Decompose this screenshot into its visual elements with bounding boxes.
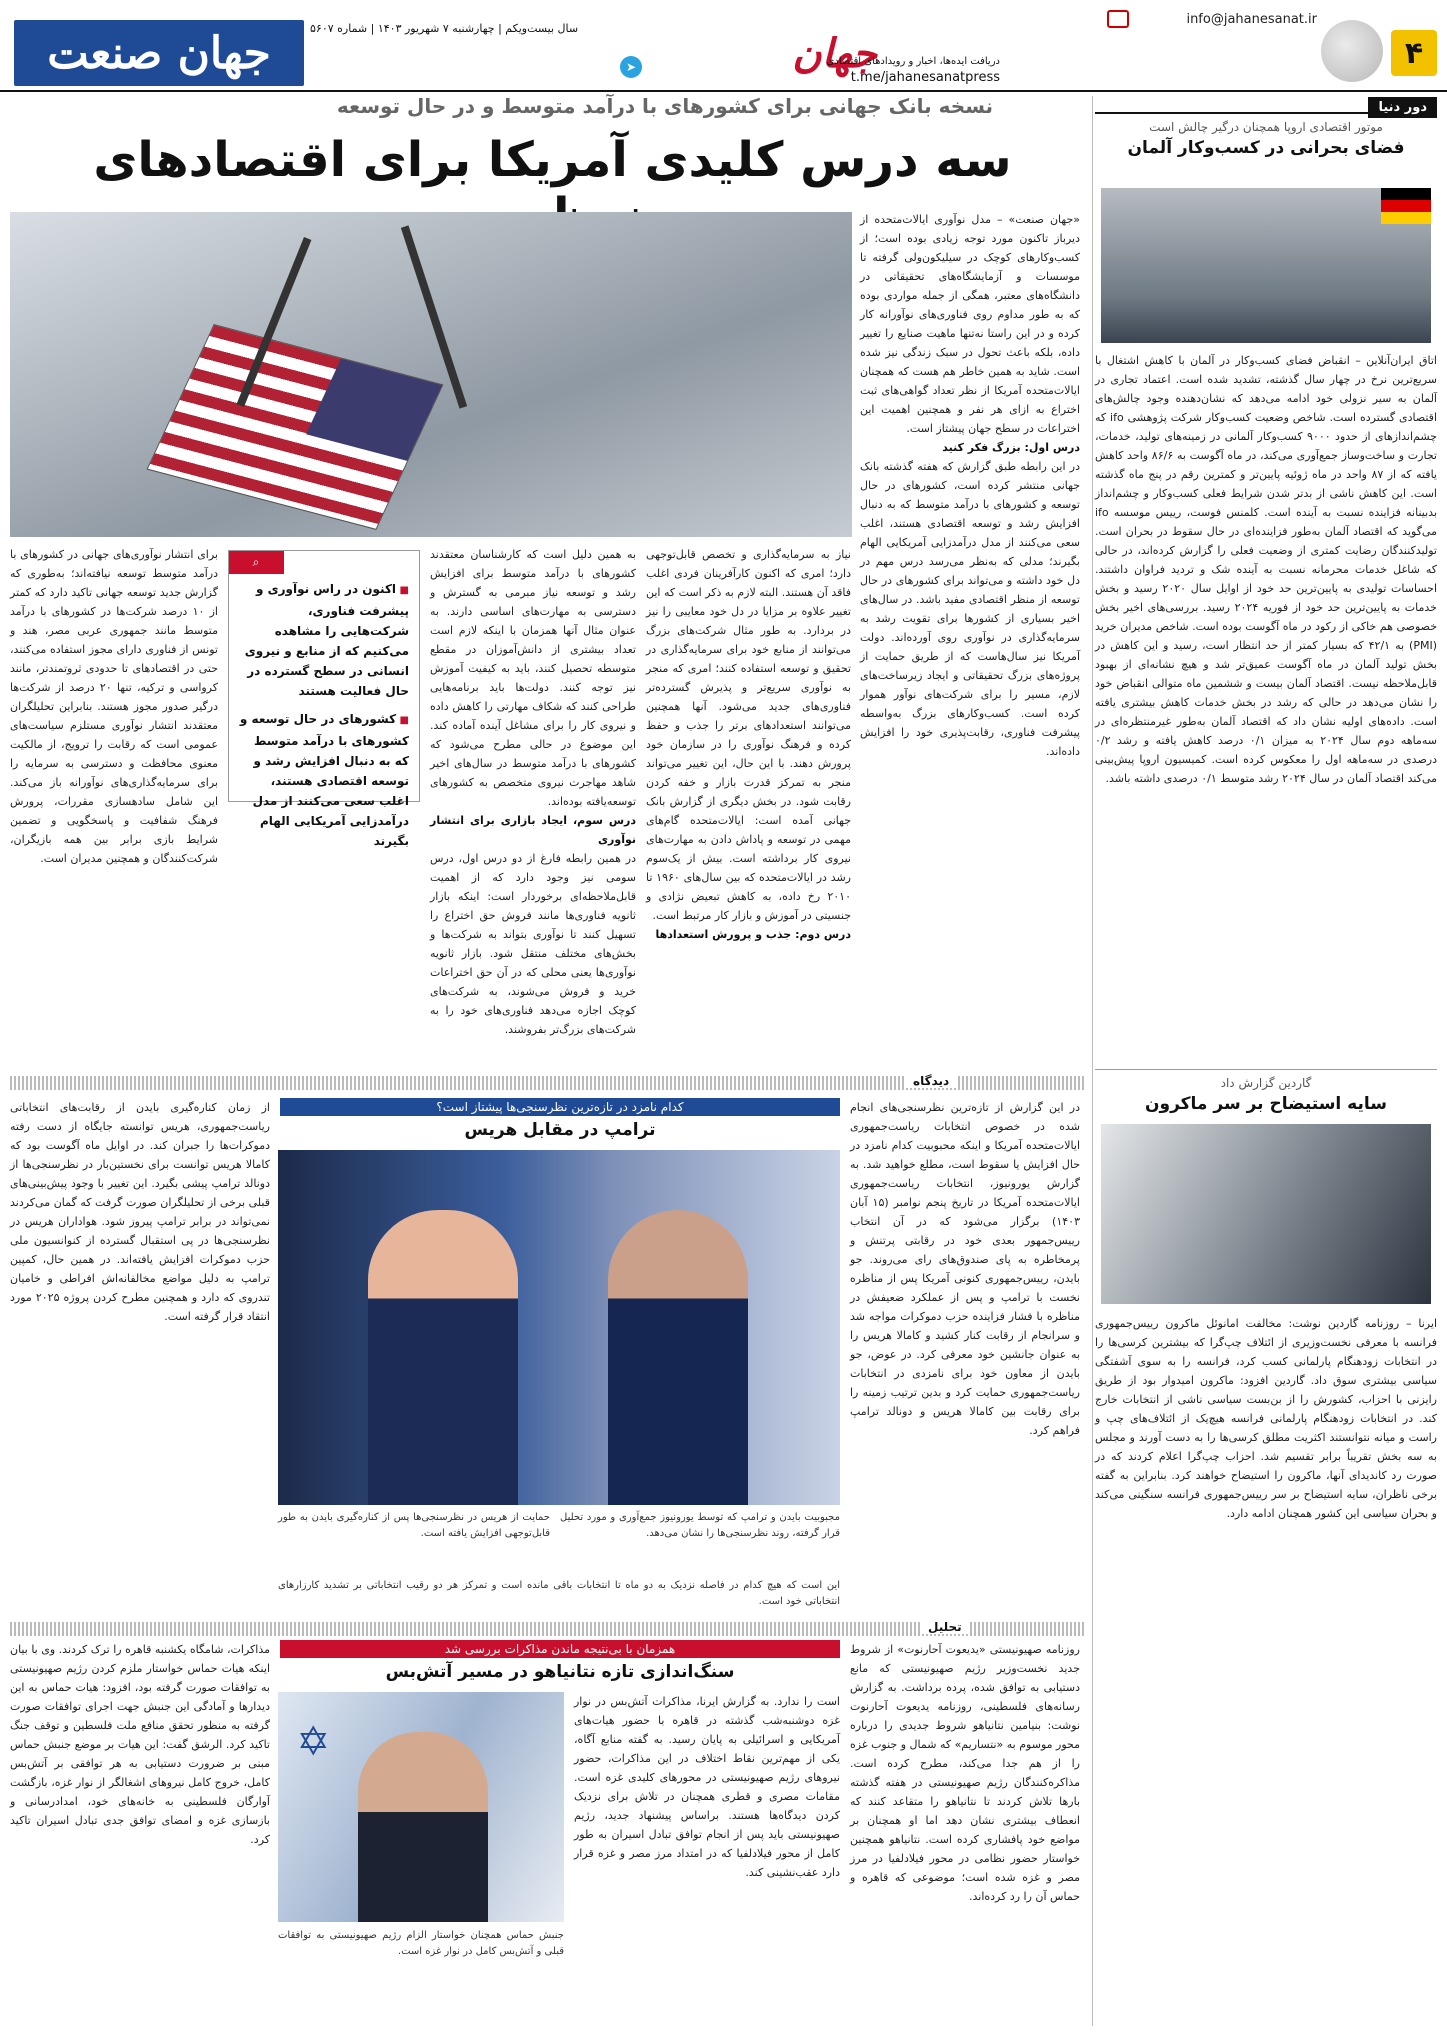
us-flag-chip [147, 324, 444, 530]
harris-figure [608, 1210, 748, 1505]
article-subtitle: گاردین گزارش داد [1220, 1076, 1312, 1090]
article-body: اتاق ایران‌آنلاین – انقباض فضای کسب‌وکار در آلمان با کاهش اشتغال با سریع‌ترین نرخ در چهار سال گذشته، تشدید شده است. اعتماد تجاری در آلمان به سیر نزولی خود ادامه می‌دهد که نشان‌دهنده وجود چالش‌های اقتصادی گسترده است. شاخص وضعیت کسب‌وکار شرکت پژوهشی ifo که چشم‌اندازهای از حدود ۹۰۰۰ کسب‌وکار آلمانی در زمینه‌های تولید، خدمات، تجارت و ساخت‌وساز جمع‌آوری می‌کند، در ماه آگوست به ۸۶/۶ واحد کاهش یافته که از ۸۷ واحد در ماه ژوئیه پایین‌تر و کمترین رقم در پنج ماه گذشته است. این کاهش ناشی از بدتر شدن شرایط فعلی کسب‌وکار و چشم‌انداز بدبینانه فزاینده نسبت به آینده است. کلمنس فوست، رییس موسسه ifo می‌گوید که اقتصاد آلمان به‌طور فزاینده‌ای در حال سقوط در بحران است. تولیدکنندگان رضایت کمتری از وضعیت فعلی را گزارش کرده‌اند، در حالی که شاغل خدمات محرمانه نسبت به آینده شک و تردید فراوان داشتند. احساسات تولیدی به پایین‌ترین حد خود از اوایل سال ۲۰۲۰ رسید و بخش خدمات به پایین‌ترین حد خود از فوریه ۲۰۲۴ رسید. بررسی‌های اخیر بخش خصوصی هم خاکی از رکود در ماه آگوست بوده است. شاخص مدیران خرید (PMI) به ۴۲/۱ که بسیار کمتر از حد انتظار است، رسید و این کاهش در بخش تولید آلمان در ماه آگوست عمیق‌تر شد و هیچ نشانه‌ای از بهبود قابل‌ملاحظه نیست. اقتصاد آلمان بیست و ششمین ماه متوالی انقباض خود را نشان می‌دهد در حالی که رشد در بخش خدمات کاهش بیشتری یافته است. داده‌های اولیه نشان داد که اقتصاد آلمان به‌طور غیرمنتظره‌ای در سه‌ماهه دوم سال ۲۰۲۴ به میزان ۰/۱ درصد کاهش یافته و رشد ۰/۲ درصدی در سه‌ماهه اول را معکوس کرده است. کمیسیون اروپا پیش‌بینی می‌کند اقتصاد آلمان در سال ۲۰۲۴ رشد متوسط ۰/۱ درصدی داشته باشد. [1095, 354, 1437, 785]
article-kicker: همزمان با بی‌نتیجه ماندن مذاکرات بررسی شد [280, 1640, 840, 1658]
section-heading: درس دوم: جذب و پرورش استعدادها [655, 928, 851, 941]
netanyahu-photo [278, 1692, 564, 1922]
column-kicker: دور دنیا [1368, 97, 1437, 118]
telegram-text: دریافت ایده‌ها، اخبار و رویدادهای اقتصادی [826, 56, 1000, 67]
trump-figure [368, 1210, 518, 1505]
envelope-icon [1107, 10, 1129, 28]
search-icon: ⌕ [228, 550, 284, 574]
chip-flag-photo [10, 212, 852, 537]
article-headline: ترامپ در مقابل هریس [464, 1120, 656, 1140]
german-flag-photo [1101, 188, 1431, 343]
body-text: به همین دلیل است که کارشناسان معتقدند کشورهای با درآمد متوسط برای افزایش رشد و توسعه نیاز مبرمی به گسترش و دسترسی به مهارت‌های اساسی دارند. به عنوان مثال آنها همزمان با اینکه لازم است تعداد بیشتری از دانش‌آموزان در مقطع متوسطه تحصیل کنند، باید به کیفیت آموزش نیز توجه کنند. دولت‌ها باید برنامه‌هایی طراحی کنند که شکاف مهارتی را کاهش داده و نیروی کار را برای مشاغل آینده آماده کند. این موضوع در حالی مطرح می‌شود که کشورهای با درآمد متوسط در سال‌های اخیر شاهد مهاجرت نیروی متخصص به کشورهای توسعه‌یافته بوده‌اند. [430, 548, 636, 808]
pull-quote: ■ اکنون در راس نوآوری و پیشرفت فناوری، شرکت‌هایی را مشاهده می‌کنیم که از منابع و نیروی انسانی در سطح گسترده در حال فعالیت هستند [239, 579, 409, 701]
telegram-icon[interactable]: ➤ [620, 56, 642, 78]
body-text: نیاز به سرمایه‌گذاری و تخصص قابل‌توجهی دارد؛ امری که اکنون کارآفرینان فردی اغلب فاقد آن هستند. البته لازم به ذکر است که این تغییر علاوه بر مزایا در دل خود معایبی را نیز در بردارد. به طور مثال شرکت‌های بزرگ می‌توانند از منابع خود برای سرمایه‌گذاری در تحقیق و توسعه استفاده کنند؛ امری که منجر به نوآوری سریع‌تر و پذیرش گسترده‌تر فناوری‌های جدید می‌شود. آنها همچنین می‌توانند استعدادهای برتر را جذب و حفظ کرده و فرهنگ نوآوری را در سازمان خود پرورش دهند. با این حال، این تغییر می‌تواند منجر به تمرکز قدرت بازار و خفه کردن رقابت شود. در بخش دیگری از گزارش بانک جهانی آمده است: ایالات‌متحده گام‌های مهمی در توسعه و پاداش دادن به مهارت‌های نیروی کار برداشته است. بیش از یک‌سوم رشد در ایالات‌متحده که بین سال‌های ۱۹۶۰ تا ۲۰۱۰ رخ داده، به کاهش تبعیض نژادی و جنسیتی در آموزش و بازار کار مرتبط است. [646, 548, 851, 922]
article-headline: سنگ‌اندازی تازه نتانیاهو در مسیر آتش‌بس [385, 1662, 735, 1682]
netanyahu-figure [358, 1732, 488, 1922]
main-column [10, 545, 218, 1025]
trump-harris-photo [278, 1150, 840, 1505]
page-number: ۴ [1391, 30, 1437, 76]
right-column [1095, 96, 1437, 2031]
photo-caption: حمایت از هریس در نظرسنجی‌ها پس از کناره‌گیری بایدن به طور قابل‌توجهی افزایش یافته است. [278, 1512, 550, 1539]
article-body: روزنامه صهیونیستی «یدیعوت آحارنوت» از شروط جدید نخست‌وزیر رژیم صهیونیستی که مانع دستیابی به توافق شده، پرده برداشت. به گزارش رسانه‌های فلسطینی، روزنامه یدیعوت آحارنوت نوشت: بنیامین نتانیاهو شروط جدیدی را درباره محور موسوم به «نتساریم» که شمال و جنوب غزه را از هم جدا می‌کند، مطرح کرده است. مذاکره‌کنندگان رژیم صهیونیستی در هفته گذشته بارها تلاش کردند تا نتانیاهو را متقاعد کنند که انعطاف بیشتری نشان دهد اما او همچنان بر مواضع خود پافشاری کرده است. نتانیاهو همچنین خواستار حضور نظامی در محور فیلادلفیا در مرز مصر و غزه شده است؛ موضوعی که قاهره و حماس آن را رد کرده‌اند. [849, 1643, 1080, 1903]
page-header [0, 0, 1447, 92]
main-headline: سه درس کلیدی آمریکا برای اقتصادهای [93, 132, 1012, 188]
lead-text: «جهان صنعت» – مدل نوآوری ایالات‌متحده از دیرباز تاکنون مورد توجه زیادی بوده است؛ از کسب‌وکارهای کوچک در سیلیکون‌ولی گرفته تا موسسات و آزمایشگاه‌های تحقیقاتی در دانشگاه‌های معتبر، همگی از جمله مواردی بوده که به طور مداوم روی فناوری‌های نوآورانه کار کرده و در این راستا نه‌تنها ماهیت صنایع را تغییر داده، بلکه باعث تحول در سبک زندگی نیز شده است. شاید به همین خاطر هم هست که همچنان ایالات‌متحده آمریکا از نظر تعداد گواهی‌های ثبت اختراع به ازای هر نفر و همچنین اهمیت این اختراعات در سطح جهان پیشتاز است. [860, 213, 1080, 435]
article-body: از زمان کناره‌گیری بایدن از رقابت‌های انتخاباتی ریاست‌جمهوری، هریس توانسته جایگاه از دست رفته دموکرات‌ها را جبران کند. در اوایل ماه آگوست بود که کامالا هریس توانست برای نخستین‌بار در نظرسنجی‌ها از دونالد ترامپ پیشی بگیرد. این تغییر با وجود پیش‌بینی‌های قبلی برخی از تحلیلگران صورت گرفت که گمان می‌کردند نمی‌تواند در برابر ترامپ پیروز شود. هواداران هریس در نظرسنجی‌ها در پی استقبال گسترده از کنوانسیون ملی حزب دموکرات افزایش یافته‌اند. در همین حال، کمپین ترامپ به دلیل مواضع مخالفانه‌اش افراطی و خامیان تندروی که دارد و همچنین مطرح کردن پروژه ۲۰۲۵ مورد انتقاد قرار گرفته است. [10, 1101, 270, 1323]
newspaper-masthead: جهان صنعت [14, 20, 304, 86]
article-body: مذاکرات، شامگاه یکشنبه قاهره را ترک کردند. وی با بیان اینکه هیات حماس خواستار ملزم کردن رژیم صهیونیستی به توافقات صورت گرفته بود، افزود: هیات حماس به این دیدارها و آمادگی این جنبش جهت اجرای توافقات صورت گرفته به منظور تحقق منافع ملت فلسطین و توقف جنگ تاکید کرد. الرشق گفت: این هیات بر موضع جنبش حماس مبنی بر ضرورت دستیابی به هر توافقی بر آتش‌بس کامل، خروج کامل نیروهای اشغالگر از نوار غزه، بازگشت آوارگان فلسطینی به خانه‌های خود، امدادرسانی و بازسازی غزه و امضای توافق جدی تبادل اسیران تاکید کرد. [10, 1643, 270, 1846]
section-logo: جهان [792, 30, 877, 77]
photo-caption: این است که هیچ کدام در فاصله نزدیک به دو ماه تا انتخابات باقی مانده است و تمرکز هر دو رقیب انتخاباتی بر تشدید کارزارهای انتخاباتی خود است. [278, 1580, 840, 1607]
article-subtitle: موتور اقتصادی اروپا همچنان درگیر چالش است [1149, 120, 1383, 134]
main-column [646, 545, 851, 1025]
section-heading: درس اول: بزرگ فکر کنید [942, 441, 1080, 454]
issue-info: سال بیست‌ویکم | چهارشنبه ۷ شهریور ۱۴۰۳ | شماره ۵۶۰۷ [310, 22, 579, 35]
article-body: در این گزارش از تازه‌ترین نظرسنجی‌های انجام شده در خصوص انتخابات ریاست‌جمهوری ایالات‌متحده آمریکا و اینکه محبوبیت کدام نامزد در حال افزایش یا سقوط است، مطلع خواهید شد. به گزارش یورونیوز، انتخابات ریاست‌جمهوری ایالات‌متحده آمریکا در تاریخ پنجم نوامبر (۱۵ آبان ۱۴۰۳) برگزار می‌شود که در آن انتخاب رییس‌جمهور بعدی خود در رقابتی پرتنش و پرمخاطره به پای صندوق‌های رای می‌روند. جو بایدن، رییس‌جمهوری کنونی آمریکا پس از مناظره نخست با ترامپ و پس از عملکرد ضعیفش در مناظره با فشار فزاینده حزب دموکرات مواجه شد و سرانجام از رقابت کنار کشید و کامالا هریس را به عنوان جانشین خود معرفی کرد. در عوض، جو بایدن از معاون خود برای نامزدی در انتخابات ریاست‌جمهوری حمایت کرد و بدین ترتیب زمینه را برای رقابت بین کامالا هریس و دونالد ترامپ فراهم کرد. [850, 1101, 1080, 1437]
article-headline: سایه استیضاح بر سر ماکرون [1145, 1094, 1387, 1114]
pull-quote-box [228, 550, 420, 848]
pull-quote: ■ کشورهای در حال توسعه و کشورهای با درآمد متوسط که به دنبال افزایش رشد و توسعه اقتصادی هستند، اغلب سعی می‌کنند از مدل درآمدزایی آمریکایی الهام بگیرند [239, 709, 409, 851]
column-divider [1092, 96, 1093, 2026]
article-headline: فضای بحرانی در کسب‌وکار آلمان [1127, 138, 1405, 158]
section-label: دیدگاه [905, 1074, 957, 1088]
article-body: است را ندارد. به گزارش ایرنا، مذاکرات آتش‌بس در نوار غزه دوشنبه‌شب گذشته در قاهره با حضور هیات‌های آمریکایی و اسرائیلی به پایان رسید. به گفته منابع آگاه، یکی از مهم‌ترین نقاط اختلاف در این مذاکرات، حضور نیروهای رژیم صهیونیستی در محورهای کلیدی غزه است. مقامات مصری و قطری همچنان در تلاش برای نزدیک کردن دیدگاه‌ها هستند. براساس پیشنهاد جدید، رژیم صهیونیستی باید پس از انجام توافق تبادل اسیران به طور کامل از محور فیلادلفیا که در امتداد مرز مصر و غزه قرار دارد عقب‌نشینی کند. [574, 1695, 840, 1879]
main-kicker: نسخه بانک جهانی برای کشورهای با درآمد متوسط و در حال توسعه [336, 94, 994, 118]
email-address[interactable]: info@jahanesanat.ir [1186, 12, 1317, 27]
section-heading: درس سوم، ایجاد بازاری برای انتشار نوآوری [430, 814, 636, 846]
star-of-david-icon: ✡ [296, 1719, 330, 1765]
photo-caption: جنبش حماس همچنان خواستار الزام رژیم صهیونیستی به توافقات قبلی و آتش‌بس کامل در نوار غزه است. [278, 1930, 564, 1957]
section-label: تحلیل [920, 1620, 970, 1634]
photo-caption: مجبوبیت بایدن و ترامپ که توسط یورونیوز جمع‌آوری و مورد تحلیل قرار گرفته، روند نظرسنجی‌ها را نشان می‌دهد. [560, 1512, 840, 1539]
body-text: برای انتشار نوآوری‌های جهانی در کشورهای با درآمد متوسط توسعه نیافته‌اند؛ به‌طوری که گزارش جدید توسعه جهانی تاکید دارد که کمتر از ۱۰ درصد شرکت‌ها در کشورهای با درآمد متوسط مانند جمهوری عربی مصر، هند و تونس از فناوری دارای مجوز استفاده می‌کنند، حتی در اقتصادهای تا حدودی ثروتمندتر، مانند کرواسی و ترکیه، تنها ۲۰ درصد از شرکت‌ها درگیر صدور مجوز هستند. بنابراین تحلیلگران معتقدند انتشار نوآوری مستلزم سیاست‌های عمومی است که رقابت را ترویج، از مالکیت معنوی محافظت و دسترسی به سرمایه را برای سرمایه‌گذاری‌های نوآورانه باز می‌کند. این شامل سادهسازی مقررات، پرورش فرهنگ شفافیت و پاسخگویی و تضمین شرایط بازی برابر بین همه بازیگران، شرکت‌کنندگان و همچنین مدیران است. [10, 548, 218, 865]
macron-photo [1101, 1124, 1431, 1304]
main-lead [860, 210, 1080, 1025]
article-kicker: کدام نامزد در تازه‌ترین نظرسنجی‌ها پیشتاز است؟ [280, 1098, 840, 1116]
body-text: در همین رابطه فارغ از دو درس اول، درس سومی نیز وجود دارد که از اهمیت قابل‌ملاحظه‌ای برخوردار است: اینکه بازار ثانویه فناوری‌ها مانند فروش حق اختراع را تسهیل کنند تا نوآوری بتواند به شرکت‌ها و بخش‌های مختلف منتقل شود. بازار ثانویه نوآوری‌ها یعنی محلی که در آن حق اختراعات خرید و فروش می‌شوند، به شرکت‌های کوچک اجازه می‌دهد فناوری‌های خود را به شرکت‌های بزرگ‌تر بفروشند. [430, 852, 636, 1036]
main-column [430, 545, 636, 1036]
article-body: ایرنا – روزنامه گاردین نوشت: مخالفت امانوئل ماکرون رییس‌جمهوری فرانسه با معرفی نخست‌وزیری از ائتلاف چپ‌گرا که بیشترین کرسی‌ها را در انتخابات زودهنگام پارلمانی کسب کرد، فرانسه را به سوی آشفتگی سیاسی بیشتری سوق داد. گاردین افزود: ماکرون امیدوار بود از طریق رایزنی با احزاب، کشورش را از بن‌بست سیاسی ناشی از انتخابات خارج کند. در انتخابات زودهنگام پارلمانی فرانسه هیچ‌یک از ائتلاف‌های چپ و راست و میانه نتوانستند اکثریت مطلق کرسی‌ها را به دست آورند و مجلس به سه بخش تقریباً برابر تقسیم شد. احزاب چپ‌گرا اعلام کردند که در صورت رد کاندیدای آنها، ماکرون را استیضاح خواهند کرد. بنابراین به گفته برخی ناظران، سایه استیضاح بر سر رییس‌جمهوری فرانسه سنگینی می‌کند و بحران سیاسی این کشور همچنان ادامه دارد. [1095, 1317, 1437, 1520]
body-text: در این رابطه طبق گزارش که هفته گذشته بانک جهانی منتشر کرده است، کشورهای در حال توسعه و کشورهای با درآمد متوسط که به دنبال افزایش رشد و توسعه اقتصادی هستند، اغلب سعی می‌کنند از مدل درآمدزایی آمریکایی الهام بگیرند؛ مدلی که به‌نظر می‌رسد درس مهم در دل خود داشته و می‌تواند برای کشورهای در حال توسعه از منظر اقتصادی مفید باشد. در سال‌های اخیر بسیاری از کشورها برای تقویت رشد به سرمایه‌گذاری در نوآوری روی آورده‌اند. دولت آمریکا نیز سال‌هاست که از طریق حمایت از پروژه‌های بزرگ تحقیقاتی و ایجاد زیرساخت‌های لازم، مسیر را برای شرکت‌های نوآور هموار کرده است. کسب‌وکارهای بزرگ به‌واسطه پیشرفت فناوری، رقابت‌پذیری خود را افزایش داده‌اند. [860, 460, 1080, 758]
globe-icon [1321, 20, 1383, 82]
telegram-link[interactable]: t.me/jahanesanatpress [850, 70, 1000, 85]
german-flag-icon [1381, 188, 1431, 224]
